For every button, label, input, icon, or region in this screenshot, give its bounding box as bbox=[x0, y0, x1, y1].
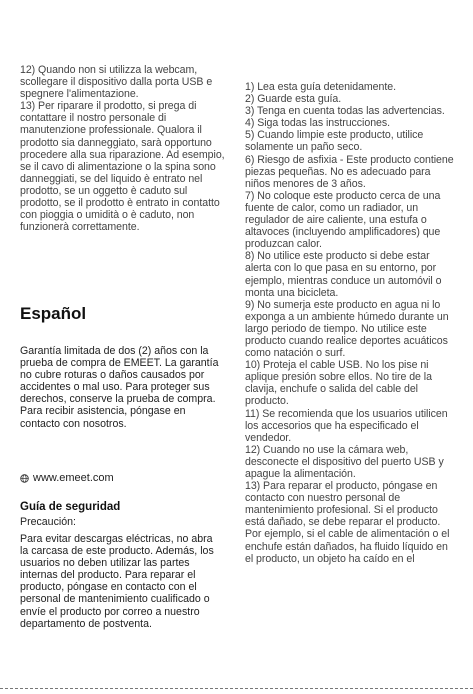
text-line: prodotto, se un oggetto è caduto sul bbox=[20, 184, 188, 197]
text-line: 12) Quando non si utilizza la webcam, bbox=[20, 64, 198, 76]
page-cut-line bbox=[0, 688, 473, 689]
list-line: solamente un paño seco. bbox=[245, 141, 363, 154]
text-line: prodotto sia danneggiato, sarà opportuno bbox=[20, 136, 212, 149]
text-line: 13) Per riparare il prodotto, si prega di bbox=[20, 100, 197, 113]
list-line: 10) Proteja el cable USB. No los pise ni bbox=[245, 359, 429, 372]
list-line: producto cuando realice deportes acuáticos bbox=[245, 334, 448, 347]
spanish-section-heading: Español bbox=[20, 304, 87, 323]
text-line: con pioggia o umidità o è caduto, non bbox=[20, 209, 195, 222]
list-line: 4) Siga todas las instrucciones. bbox=[245, 117, 391, 130]
text-line: funzionerà correttamente. bbox=[20, 221, 140, 234]
list-line: 9) No sumerja este producto en agua ni lo bbox=[245, 298, 441, 311]
list-line: monta una bicicleta. bbox=[245, 286, 339, 299]
list-line: desconecte el dispositivo del puerto USB y bbox=[245, 455, 444, 468]
warranty-paragraph bbox=[20, 345, 232, 430]
list-line: altavoces (incluyendo amplificadores) que bbox=[245, 226, 441, 239]
list-line: enchufe están dañados, ha fluido líquido en bbox=[245, 540, 448, 553]
list-line: aplique presión sobre ellos. No tire de la bbox=[245, 371, 432, 384]
warranty-line: no cubre roturas o daños causados por bbox=[20, 369, 205, 382]
safety-line: usuarios no deben utilizar las partes bbox=[20, 557, 190, 570]
list-line: el producto, un objeto ha caído en el bbox=[245, 552, 415, 565]
list-line: está dañado, se debe reparar el producto. bbox=[245, 516, 441, 529]
safety-line: internas del producto. Para reparar el bbox=[20, 569, 196, 582]
list-line: 3) Tenga en cuenta todas las advertencias. bbox=[245, 105, 445, 118]
list-line: 7) No coloque este producto cerca de una bbox=[245, 189, 441, 202]
safety-body-paragraph bbox=[20, 533, 232, 630]
spanish-safety-list bbox=[245, 81, 465, 565]
website-line bbox=[20, 472, 114, 484]
list-line: clavija, enchufe o salida del cable del bbox=[245, 383, 418, 396]
list-line: largo periodo de tiempo. No utilice este bbox=[245, 322, 427, 335]
globe-icon bbox=[20, 474, 29, 483]
list-line: produzcan calor. bbox=[245, 238, 322, 251]
list-line: 1) Lea esta guía detenidamente. bbox=[245, 81, 396, 93]
text-line: manutenzione professionale. Qualora il bbox=[20, 124, 202, 137]
text-line: prodotto, se il prodotto è entrato in contatto bbox=[20, 197, 220, 210]
text-line: scollegare il dispositivo dalla porta USB e bbox=[20, 76, 213, 89]
safety-line: departamento de postventa. bbox=[20, 617, 152, 630]
warranty-line: accidentes o mal uso. Para proteger sus bbox=[20, 381, 210, 394]
list-line: producto. bbox=[245, 395, 289, 408]
list-line: piezas pequeñas. No es adecuado para bbox=[245, 165, 431, 178]
list-line: exponga a un ambiente húmedo durante un bbox=[245, 310, 449, 323]
list-line: como natación o surf. bbox=[245, 347, 346, 360]
list-line: 6) Riesgo de asfixia - Este producto contiene bbox=[245, 153, 454, 166]
list-line: mantenimiento profesional. Si el producto bbox=[245, 504, 438, 517]
warranty-line: Para recibir asistencia, póngase en bbox=[20, 405, 186, 418]
italian-safety-continuation bbox=[20, 64, 232, 233]
list-line: apague la alimentación. bbox=[245, 468, 356, 480]
warranty-line: Garantía limitada de dos (2) años con la bbox=[20, 345, 209, 357]
caution-label: Precaución: bbox=[20, 516, 76, 528]
list-line: vendedor. bbox=[245, 431, 292, 444]
warranty-line: contacto con nosotros. bbox=[20, 417, 127, 430]
list-line: regulador de aire caliente, una estufa o bbox=[245, 214, 427, 227]
list-line: 11) Se recomienda que los usuarios utilicen bbox=[245, 407, 448, 420]
safety-line: la carcasa de este producto. Además, los bbox=[20, 545, 214, 558]
list-line: 5) Cuando limpie este producto, utilice bbox=[245, 129, 424, 142]
warranty-line: prueba de compra de EMEET. La garantía bbox=[20, 357, 219, 370]
list-line: 13) Para reparar el producto, póngase en bbox=[245, 480, 438, 493]
list-line: fuente de calor, como un radiador, un bbox=[245, 201, 419, 214]
safety-line: Para evitar descargas eléctricas, no abra bbox=[20, 533, 213, 545]
text-line: spegnere l'alimentazione. bbox=[20, 88, 139, 101]
list-line: 2) Guarde esta guía. bbox=[245, 93, 342, 106]
text-line: danneggiati, se del liquido è entrato nel bbox=[20, 172, 203, 185]
list-line: contacto con nuestro personal de bbox=[245, 492, 401, 505]
list-line: alerta con lo que pasa en su entorno, por bbox=[245, 262, 437, 275]
text-line: contattare il nostro personale di bbox=[20, 112, 167, 125]
text-line: se il cavo di alimentazione o la spina sono bbox=[20, 160, 216, 173]
list-line: Por ejemplo, si el cable de alimentación o el bbox=[245, 528, 450, 541]
list-line: 12) Cuando no use la cámara web, bbox=[245, 443, 409, 456]
safety-line: producto, póngase en contacto con el bbox=[20, 581, 197, 594]
text-line: procedere alla sua riparazione. Ad esempio, bbox=[20, 148, 225, 161]
list-line: los accesorios que ha especificado el bbox=[245, 419, 419, 432]
list-line: ejemplo, mientras conduce un automóvil o bbox=[245, 274, 442, 287]
list-line: niños menores de 3 años. bbox=[245, 177, 366, 190]
safety-line: personal de mantenimiento cualificado o bbox=[20, 593, 210, 606]
safety-guide-title: Guía de seguridad bbox=[20, 501, 121, 513]
safety-line: envíe el producto por correo a nuestro bbox=[20, 605, 200, 618]
warranty-line: derechos, conserve la prueba de compra. bbox=[20, 393, 216, 406]
website-link[interactable]: www.emeet.com bbox=[33, 472, 114, 484]
list-line: 8) No utilice este producto si debe estar bbox=[245, 250, 430, 263]
